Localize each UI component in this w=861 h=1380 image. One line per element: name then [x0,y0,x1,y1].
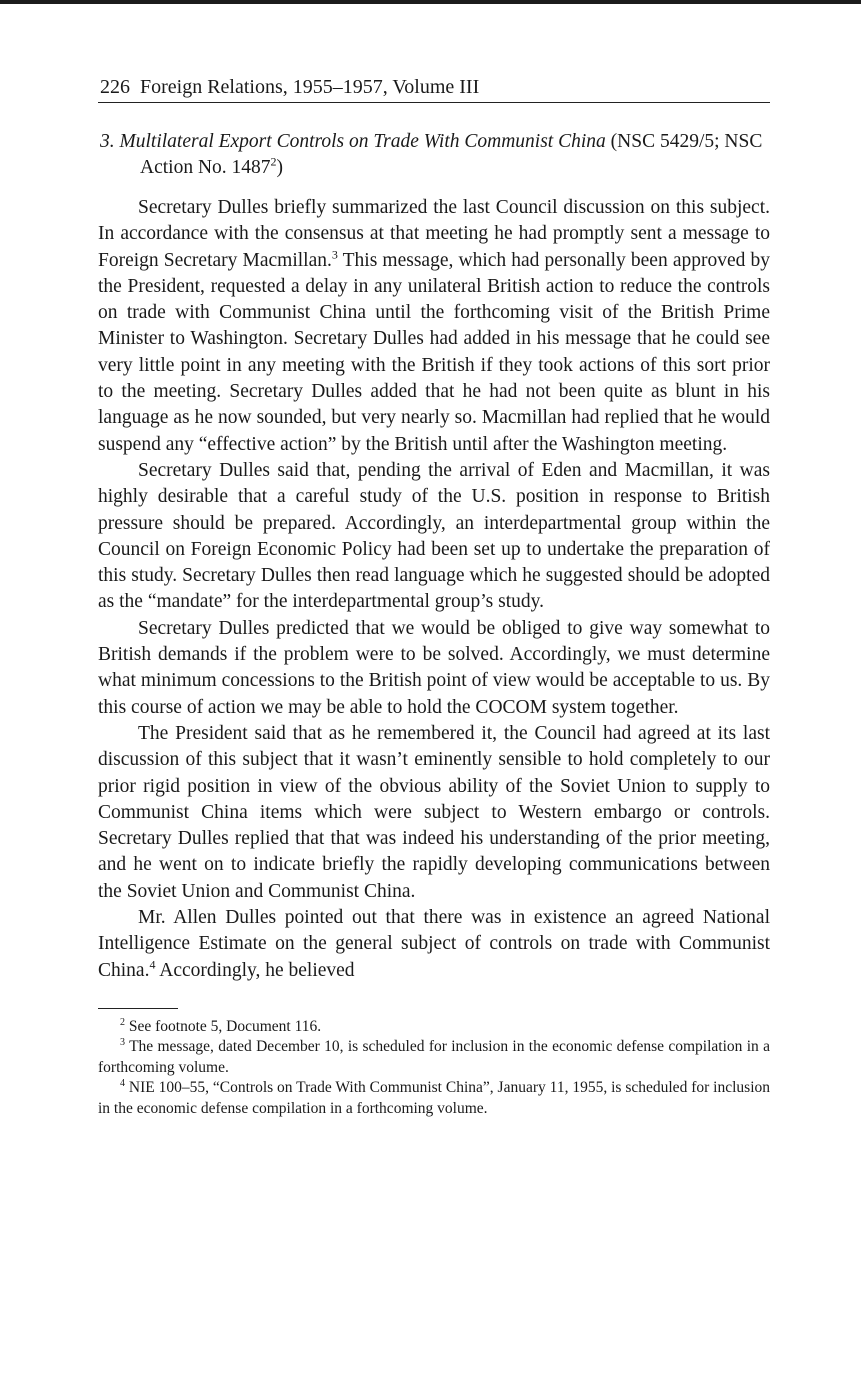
running-title: Foreign Relations, 1955–1957, Volume III [140,76,480,98]
document-page [98,74,770,1119]
paragraph-1 [98,195,770,458]
footnote-marker: 4 [120,1078,125,1090]
section-reference-close: ) [276,157,284,178]
section-reference: (NSC 5429/5; NSC Action No. 1487 [140,131,763,178]
footnote-ref-2[interactable]: 2 [270,154,277,169]
footnote-divider [98,1008,178,1009]
footnote-ref-3[interactable]: 3 [331,247,338,262]
footnote-text: NIE 100–55, “Controls on Trade With Communist China”, January 11, 1955, is scheduled for inclusion in the economic defense compilation in a forthcoming volume. [98,1079,771,1117]
paragraph-2: Secretary Dulles said that, pending the arrival of Eden and Macmillan, it was highly desirable that a careful study of the U.S. position in response to British pressure should be prepared. Accordingly, an interdepartmental group within the Council on Foreign Economic Policy had been set up to undertake the preparation of this study. Secretary Dulles then read language which he suggested should be adopted as the “mandate” for the interdepartmental group’s study. [98,459,770,613]
section-title: 3. Multilateral Export Controls on Trade With Communist China [100,131,606,152]
footnotes [98,1017,770,1120]
footnote-text: The message, dated December 10, is scheduled for inclusion in the economic defense compilation in a forthcoming volume. [98,1038,770,1076]
footnote-2 [98,1017,770,1038]
paragraph-1-text-a: Secretary Dulles briefly summarized the last Council discussion on this subject. In accordance with the consensus at that meeting he had promptly sent a message to Foreign Secretary Macmillan. [98,197,770,271]
footnote-4 [98,1078,770,1119]
paragraph-1-text-b: This message, which had personally been approved by the President, requested a delay in any unilateral British action to reduce the controls on trade with Communist China until the forthcoming visit of the British Prime Minister to Washington. Secretary Dulles had added in his message that he could see very little point in any meeting with the British if they took actions of this sort prior to the meeting. Secretary Dulles added that he had not been quite as blunt in his language as he now sounded, but very nearly so. Macmillan had replied that he would suspend any “effective action” by the British until after the Washington meeting. [98,249,770,455]
paragraph-5-text-b: Accordingly, he believed [155,959,355,981]
footnote-marker: 3 [120,1037,125,1049]
running-header [98,74,770,103]
body-text [98,195,770,984]
paragraph-5 [98,905,770,984]
page-number: 226 [100,76,130,98]
footnote-text: See footnote 5, Document 116. [128,1017,322,1035]
section-heading [98,129,770,181]
paragraph-3: Secretary Dulles predicted that we would be obliged to give way somewhat to British demands if the problem were to be solved. Accordingly, we must determine what minimum concessions to the British point of view would be acceptable to us. By this course of action we may be able to hold the COCOM system together. [98,617,770,718]
paragraph-4: The President said that as he remembered it, the Council had agreed at its last discussion of this subject that it wasn’t eminently sensible to hold completely to our prior rigid position in view of the obvious ability of the Soviet Union to supply to Communist China items which were subject to Western embargo or controls. Secretary Dulles replied that that was indeed his understanding of the prior meeting, and he went on to indicate briefly the rapidly developing communications between the Soviet Union and Communist China. [98,722,770,902]
paragraph-5-text-a: Mr. Allen Dulles pointed out that there was in existence an agreed National Intelligence Estimate on the general subject of controls on trade with Communist China. [98,907,770,981]
page-top-border [0,0,861,4]
footnote-3 [98,1037,770,1078]
footnote-marker: 2 [120,1016,125,1028]
footnote-ref-4[interactable]: 4 [149,957,156,972]
